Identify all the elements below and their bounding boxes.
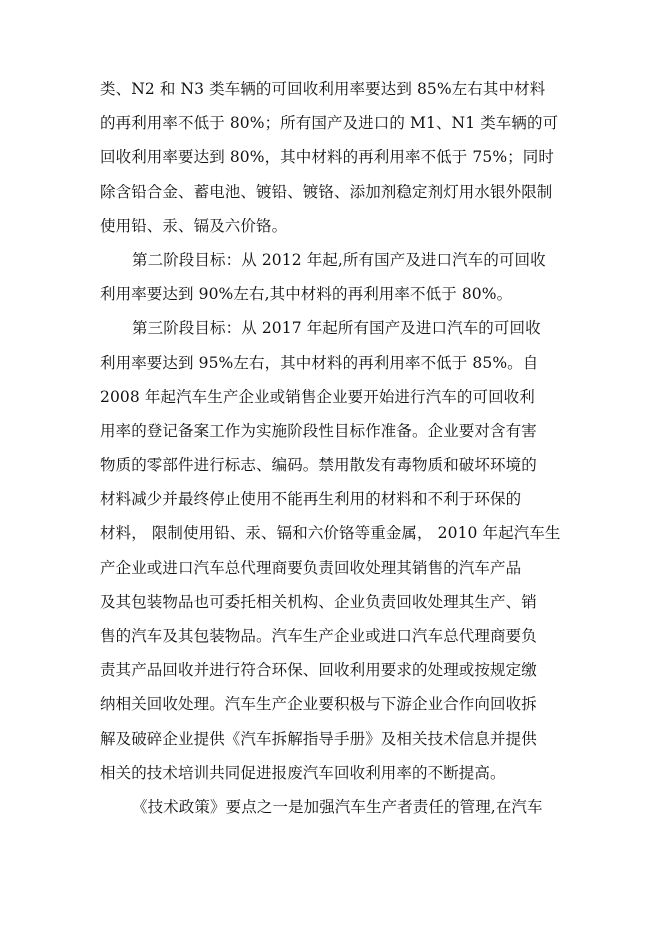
text-line: 用率的登记备案工作为实施阶段性目标作准备。企业要对含有害 — [100, 421, 537, 440]
text-line: 使用铅、汞、镉及六价铬。 — [100, 216, 288, 235]
text-line: 解及破碎企业提供《汽车拆解指导手册》及相关技术信息并提供 — [100, 729, 537, 748]
text-line: 利用率要达到 90%左右,其中材料的再利用率不低于 80%。 — [100, 285, 513, 304]
text-line: 纳相关回收处理。汽车生产企业要积极与下游企业合作向回收拆 — [100, 695, 537, 714]
text-line: 的再利用率不低于 80%；所有国产及进口的 M1、N1 类车辆的可 — [100, 114, 559, 133]
text-line: 利用率要达到 95%左右，其中材料的再利用率不低于 85%。自 — [100, 353, 539, 372]
text-line: 《技术政策》要点之一是加强汽车生产者责任的管理,在汽车 — [132, 797, 543, 816]
text-line: 除含铅合金、蓄电池、镀铅、镀铬、添加剂稳定剂灯用水银外限制 — [100, 182, 553, 201]
text-line: 回收利用率要达到 80%，其中材料的再利用率不低于 75%；同时 — [100, 148, 554, 167]
text-line: 第三阶段目标：从 2017 年起所有国产及进口汽车的可回收 — [132, 319, 541, 338]
text-line: 材料， 限制使用铅、汞、镉和六价铬等重金属， 2010 年起汽车生 — [100, 524, 561, 543]
text-line: 产企业或进口汽车总代理商要负责回收处理其销售的汽车产品 — [100, 558, 522, 577]
text-line: 相关的技术培训共同促进报废汽车回收利用率的不断提高。 — [100, 763, 506, 782]
document-body — [100, 72, 561, 824]
text-line: 售的汽车及其包装物品。汽车生产企业或进口汽车总代理商要负 — [100, 627, 537, 645]
text-line: 2008 年起汽车生产企业或销售企业要开始进行汽车的可回收利 — [100, 387, 535, 406]
text-line: 及其包装物品也可委托相关机构、企业负责回收处理其生产、销 — [100, 592, 537, 611]
text-line: 物质的零部件进行标志、编码。禁用散发有毒物质和破坏环境的 — [100, 456, 537, 475]
text-line: 材料减少并最终停止使用不能再生利用的材料和不利于环保的 — [100, 490, 522, 509]
text-line: 第二阶段目标：从 2012 年起,所有国产及进口汽车的可回收 — [132, 250, 546, 269]
text-line: 责其产品回收并进行符合环保、回收利用要求的处理或按规定缴 — [100, 661, 537, 680]
text-line: 类、N2 和 N3 类车辆的可回收利用率要达到 85%左右其中材料 — [100, 80, 546, 98]
